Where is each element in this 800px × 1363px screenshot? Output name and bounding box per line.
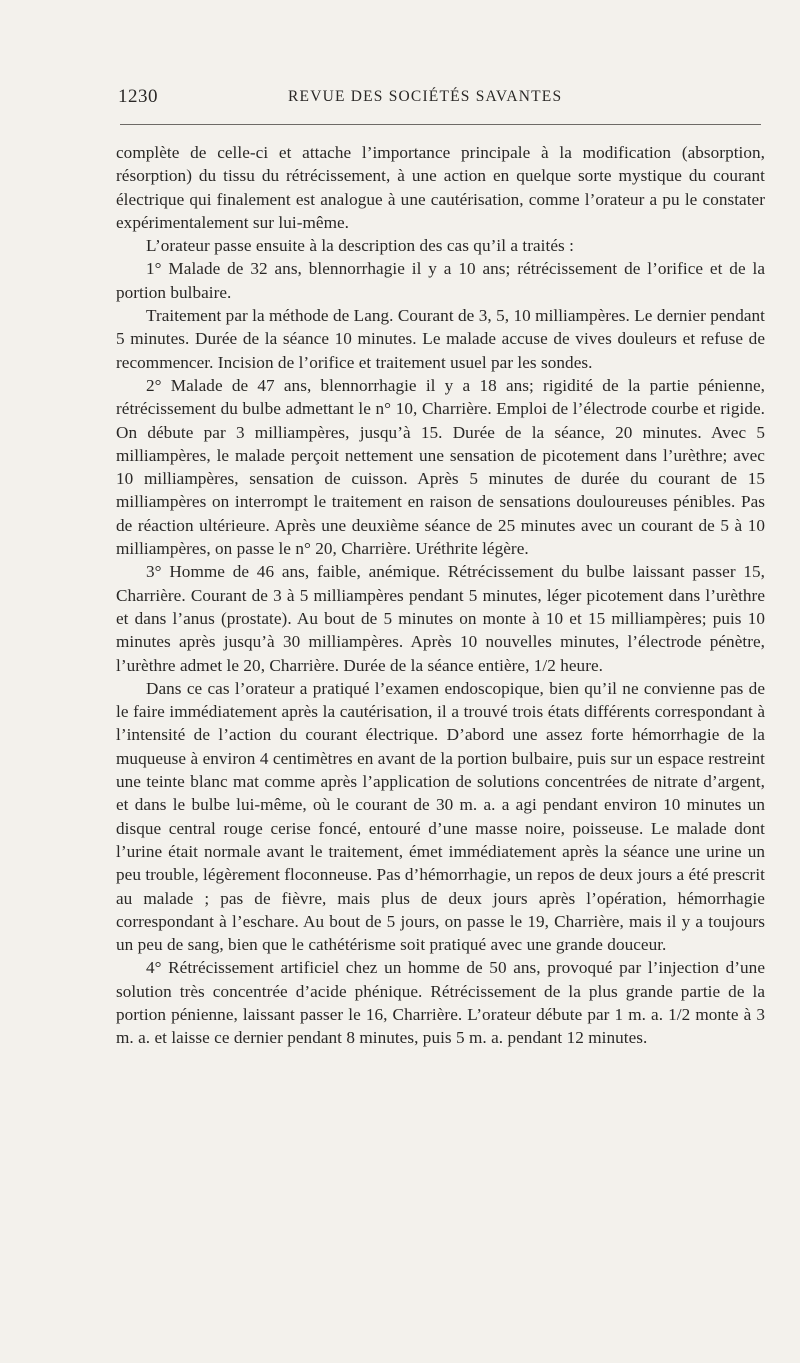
paragraph-case-2: 2° Malade de 47 ans, blennorrhagie il y a 18 ans; rigidité de la partie pénienne, rétrécissement du bulbe admettant le n° 10, Charrière. Emploi de l’électrode courbe et rigide. On débute par 3 milliampères, jusqu’à 15. Durée de la séance, 20 minutes. Avec 5 milliampères, le malade perçoit nettement une sensation de picotement dans l’urèthre; avec 10 milliampères, sensation de cuisson. Après 5 minutes de durée du courant de 15 milliampères on interrompt le traitement en raison de sensations douloureuses pénibles. Pas de réaction ultérieure. Après une deuxième séance de 25 minutes avec un courant de 5 à 10 milliampères, on passe le n° 20, Charrière. Uréthrite légère.: [116, 375, 765, 559]
paragraph-case-1-treatment: Traitement par la méthode de Lang. Courant de 3, 5, 10 milliampères. Le dernier pendant 5 minutes. Durée de la séance 10 minutes. Le malade accuse de vives douleurs et refuse de recommencer. Incision de l’orifice et traitement usuel par les sondes.: [116, 306, 765, 372]
paragraph-case-3: 3° Homme de 46 ans, faible, anémique. Rétrécissement du bulbe laissant passer 15, Charrière. Courant de 3 à 5 milliampères pendant 5 minutes, léger picotement dans l’urèthre et dans l’anus (prostate). Au bout de 5 minutes on monte à 10 et 15 milliampères; puis 10 minutes après jusqu’à 30 milliampères. Après 10 nouvelles minutes, l’électrode pénètre, l’urèthre admet le 20, Charrière. Durée de la séance entière, 1/2 heure.: [116, 562, 765, 675]
page-number: 1230: [118, 86, 158, 107]
paragraph-case-4: 4° Rétrécissement artificiel chez un homme de 50 ans, provoqué par l’injection d’une solution très concentrée d’acide phénique. Rétrécissement de la plus grande partie de la portion pénienne, laissant passer le 16, Charrière. L’orateur débute par 1 m. a. 1/2 monte à 3 m. a. et laisse ce dernier pendant 8 minutes, puis 5 m. a. pendant 12 minutes.: [116, 958, 765, 1048]
paragraph-case-1: 1° Malade de 32 ans, blennorrhagie il y a 10 ans; rétrécissement de l’orifice et de la portion bulbaire.: [116, 259, 765, 302]
header-rule: [120, 124, 761, 125]
paragraph-cases-intro: L’orateur passe ensuite à la description des cas qu’il a traités :: [146, 236, 574, 256]
running-title: REVUE DES SOCIÉTÉS SAVANTES: [288, 88, 563, 105]
paragraph-continuation: complète de celle-ci et attache l’importance principale à la modification (absorption, résorption) du tissu du rétrécissement, à une action en quelque sorte mystique du courant électrique qui finalement est analogue à une cautérisation, comme l’orateur a pu le constater expérimentalement sur lui-même.: [116, 143, 765, 232]
body-text: [116, 141, 765, 1050]
page-header: [118, 86, 762, 112]
paragraph-endoscopic-exam: Dans ce cas l’orateur a pratiqué l’examen endoscopique, bien qu’il ne convienne pas de le faire immédiatement après la cautérisation, il a trouvé trois états différents correspondant à l’intensité de l’action du courant électrique. D’abord une assez forte hémorrhagie de la muqueuse à environ 4 centimètres en avant de la portion bulbaire, puis sur un espace restreint une teinte blanc mat comme après l’application de solutions concentrées de nitrate d’argent, et dans le bulbe lui-même, où le courant de 30 m. a. a agi pendant environ 10 minutes un disque central rouge cerise foncé, entouré d’une masse noire, poisseuse. Le malade dont l’urine était normale avant le traitement, émet immédiatement après la séance une urine un peu trouble, légèrement floconneuse. Pas d’hémorrhagie, un repos de deux jours a été prescrit au malade ; pas de fièvre, mais plus de deux jours après l’opération, hémorrhagie correspondant à l’eschare. Au bout de 5 jours, on passe le 19, Charrière, mais il y a toujours un peu de sang, bien que le cathétérisme soit pratiqué avec une grande douceur.: [116, 678, 765, 955]
